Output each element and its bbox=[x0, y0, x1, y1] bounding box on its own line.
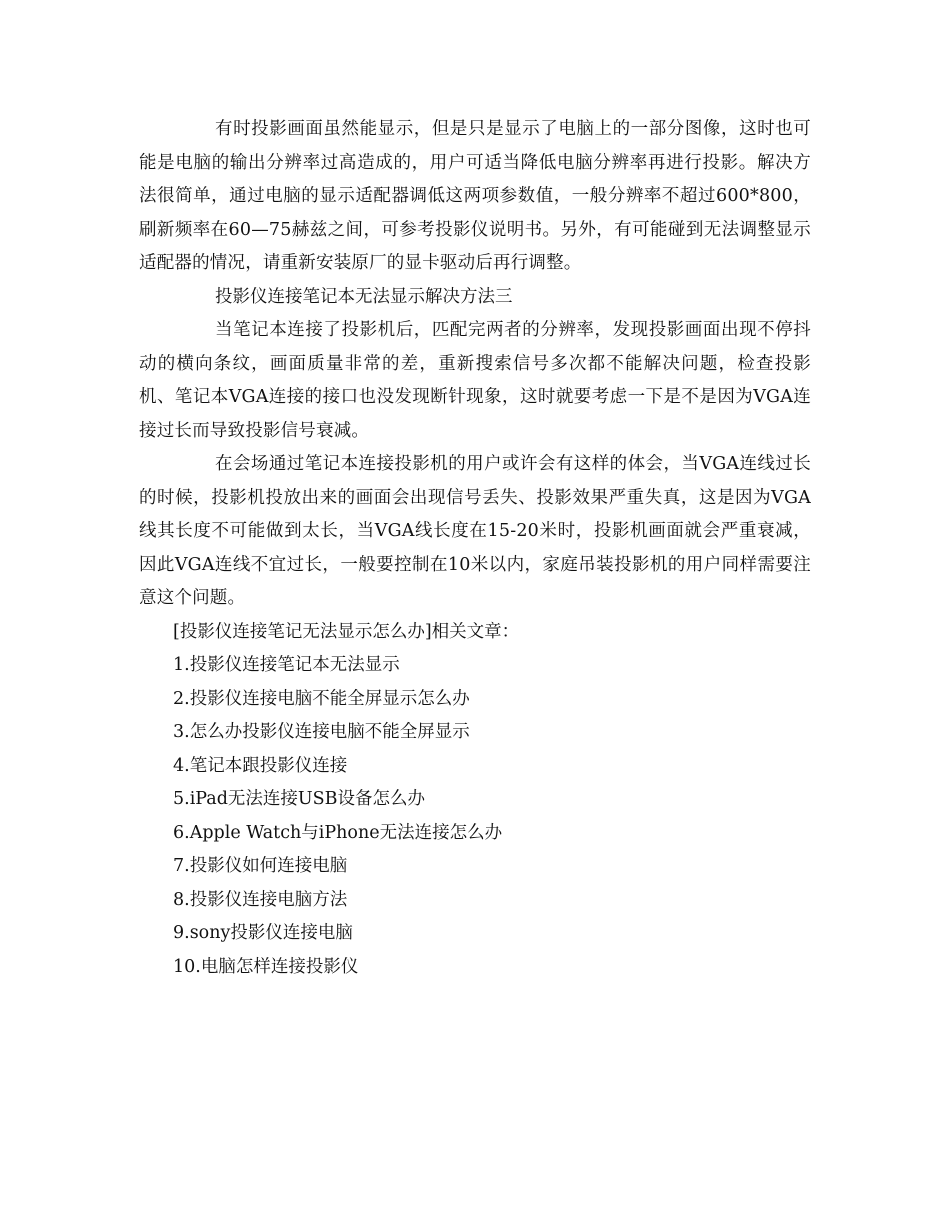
related-article-link[interactable]: 1.投影仪连接笔记本无法显示 bbox=[173, 655, 400, 675]
related-article-item[interactable] bbox=[139, 884, 811, 918]
related-article-item[interactable] bbox=[139, 716, 811, 750]
related-article-link[interactable]: 8.投影仪连接电脑方法 bbox=[173, 889, 348, 910]
related-article-link[interactable]: 3.怎么办投影仪连接电脑不能全屏显示 bbox=[173, 722, 470, 742]
related-article-link[interactable]: 10.电脑怎样连接投影仪 bbox=[173, 956, 359, 977]
related-article-link[interactable]: 7.投影仪如何连接电脑 bbox=[173, 856, 348, 876]
section-heading-method-3: 投影仪连接笔记本无法显示解决方法三 bbox=[215, 286, 513, 307]
related-articles-list bbox=[139, 649, 811, 984]
paragraph-stripes: 当笔记本连接了投影机后，匹配完两者的分辨率，发现投影画面出现不停抖动的横向条纹，画面质量非常的差，重新搜索信号多次都不能解决问题，检查投影机、笔记本VGA连接的接口也没发现断针现象，这时就要考虑一下是不是因为VGA连接过长而导致投影信号衰减。 bbox=[139, 320, 811, 441]
paragraph-vga-length: 在会场通过笔记本连接投影机的用户或许会有这样的体会，当VGA连线过长的时候，投影机投放出来的画面会出现信号丢失、投影效果严重失真，这是因为VGA线其长度不可能做到太长，当VGA线长度在15-20米时，投影机画面就会严重衰减，因此VGA连线不宜过长，一般要控制在10米以内，家庭吊装投影机的用户同样需要注意这个问题。 bbox=[139, 454, 811, 608]
related-article-item[interactable] bbox=[139, 649, 811, 683]
related-article-link[interactable]: 2.投影仪连接电脑不能全屏显示怎么办 bbox=[173, 688, 470, 709]
paragraph-resolution: 有时投影画面虽然能显示，但是只是显示了电脑上的一部分图像，这时也可能是电脑的输出分辨率过高造成的，用户可适当降低电脑分辨率再进行投影。解决方法很简单，通过电脑的显示适配器调低这两项参数值，一般分辨率不超过600*800，刷新频率在60—75赫兹之间，可参考投影仪说明书。另外，有可能碰到无法调整显示适配器的情况，请重新安装原厂的显卡驱动后再行调整。 bbox=[139, 119, 811, 273]
related-article-item[interactable] bbox=[139, 951, 811, 985]
related-article-item[interactable] bbox=[139, 683, 811, 717]
related-article-item[interactable] bbox=[139, 850, 811, 884]
related-article-link[interactable]: 6.Apple Watch与iPhone无法连接怎么办 bbox=[173, 822, 503, 843]
related-article-item[interactable] bbox=[139, 783, 811, 817]
related-article-link[interactable]: 4.笔记本跟投影仪连接 bbox=[173, 755, 348, 776]
related-article-item[interactable] bbox=[139, 917, 811, 951]
related-article-item[interactable] bbox=[139, 750, 811, 784]
related-articles-title: [投影仪连接笔记无法显示怎么办]相关文章： bbox=[173, 621, 520, 642]
document-page bbox=[139, 113, 811, 984]
related-article-link[interactable]: 5.iPad无法连接USB设备怎么办 bbox=[173, 789, 426, 809]
related-article-link[interactable]: 9.sony投影仪连接电脑 bbox=[173, 923, 353, 943]
related-article-item[interactable] bbox=[139, 817, 811, 851]
